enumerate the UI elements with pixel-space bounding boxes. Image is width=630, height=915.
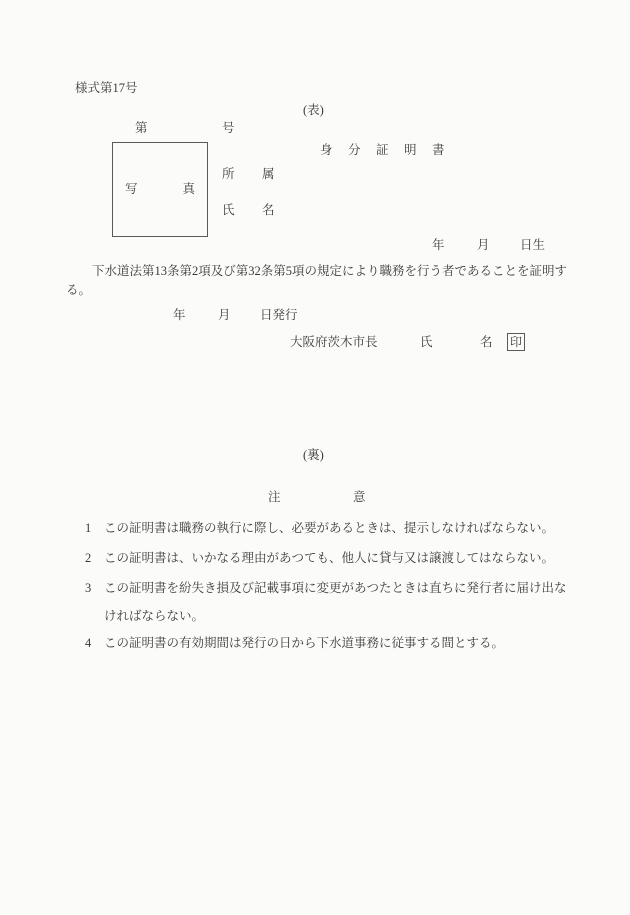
- note-item-3: [85, 574, 580, 630]
- certificate-number-suffix: 号: [222, 121, 235, 135]
- note-text: この証明書の有効期間は発行の日から下水道事務に従事する間とする。: [104, 636, 505, 650]
- seal-box: [507, 333, 525, 351]
- certificate-number-prefix: 第: [135, 121, 148, 135]
- issue-year-label: 年: [173, 308, 186, 322]
- birth-day-label: 日生: [520, 238, 546, 252]
- certification-statement: 下水道法第13条第2項及び第32条第5項の規定により職務を行う者であることを証明する。: [66, 264, 568, 297]
- note-item-4: [85, 629, 580, 657]
- note-item-2: [85, 544, 580, 572]
- note-text: この証明書は、いかなる理由があつても、他人に貸与又は譲渡してはならない。: [104, 551, 555, 565]
- birth-month-label: 月: [477, 238, 490, 252]
- note-text: この証明書は職務の執行に際し、必要があるときは、提示しなければならない。: [104, 521, 555, 535]
- issue-day-label: 日発行: [260, 308, 298, 322]
- issuer-name-first: 氏: [420, 335, 433, 349]
- name-label: 氏名: [222, 203, 303, 217]
- note-number: 2: [85, 551, 92, 565]
- photo-label-right: 真: [182, 182, 195, 197]
- issuer-name-last: 名: [480, 335, 493, 349]
- form-number: 様式第17号: [75, 81, 138, 95]
- front-side-label: (表): [303, 103, 324, 117]
- note-number: 1: [85, 521, 92, 535]
- birth-year-label: 年: [432, 238, 445, 252]
- seal-mark: 印: [509, 335, 522, 349]
- issue-month-label: 月: [218, 308, 231, 322]
- notice-heading-right: 意: [353, 490, 366, 504]
- affiliation-label: 所属: [222, 167, 303, 181]
- note-number: 3: [85, 581, 92, 595]
- back-side-label: (裏): [303, 448, 324, 462]
- issuer-title: 大阪府茨木市長: [290, 335, 378, 349]
- photo-box: [112, 142, 208, 237]
- certificate-title: 身分証明書: [320, 143, 461, 157]
- note-text: この証明書を紛失き損及び記載事項に変更があつたときは直ちに発行者に届け出なければならない。: [104, 581, 567, 623]
- note-number: 4: [85, 636, 92, 650]
- photo-label-left: 写: [125, 182, 138, 197]
- note-item-1: [85, 514, 580, 542]
- notice-heading-left: 注: [268, 490, 281, 504]
